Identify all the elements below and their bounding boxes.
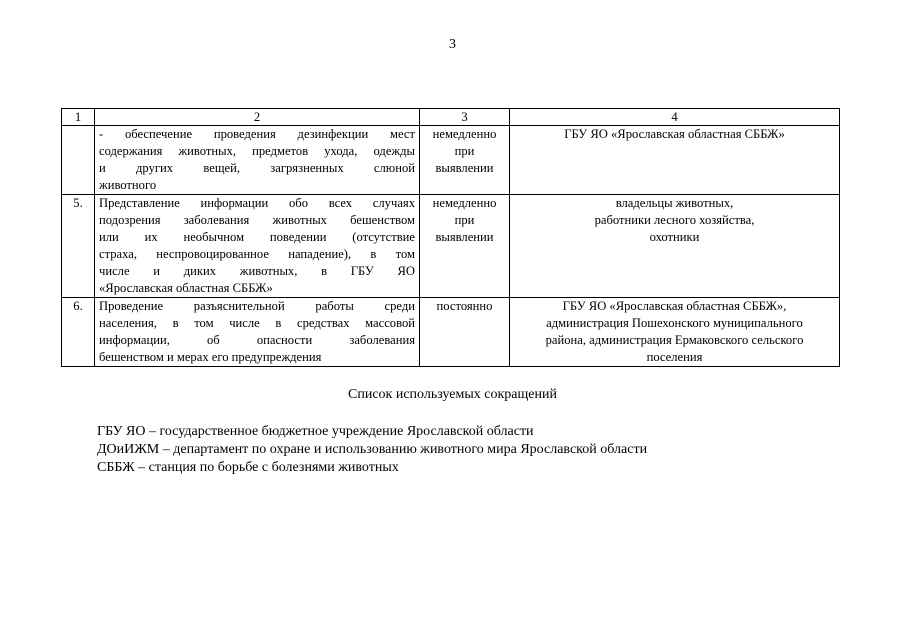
header-cell-2: 2 bbox=[95, 109, 420, 126]
description-line: содержания животных, предметов ухода, одежды bbox=[99, 144, 415, 158]
measure-term bbox=[420, 126, 510, 195]
description-line: Проведение разъяснительной работы среди bbox=[99, 299, 415, 313]
description-line: населения, в том числе в средствах массовой bbox=[99, 316, 415, 330]
measure-description bbox=[95, 126, 420, 195]
description-line: животного bbox=[99, 178, 157, 192]
abbreviation-item: ДОиИЖМ – департамент по охране и использованию животного мира Ярославской области bbox=[97, 442, 648, 457]
row-number: 5. bbox=[62, 195, 95, 298]
measure-description bbox=[95, 298, 420, 367]
responsible-line: администрация Пошехонского муниципального bbox=[546, 316, 803, 330]
responsible-line: поселения bbox=[646, 350, 703, 364]
table-row bbox=[62, 298, 840, 367]
term-line: немедленно bbox=[432, 196, 497, 210]
measure-term bbox=[420, 298, 510, 367]
measure-term bbox=[420, 195, 510, 298]
table-header-row bbox=[62, 109, 840, 126]
measure-description bbox=[95, 195, 420, 298]
description-line: «Ярославская областная СББЖ» bbox=[99, 281, 273, 295]
responsible-line: ГБУ ЯО «Ярославская областная СББЖ» bbox=[564, 127, 785, 141]
term-line: при bbox=[454, 213, 475, 227]
term-line: постоянно bbox=[436, 299, 493, 313]
description-line: бешенством и мерах его предупреждения bbox=[99, 350, 322, 364]
abbreviation-item: ГБУ ЯО – государственное бюджетное учреждение Ярославской области bbox=[97, 424, 534, 439]
description-line: и других вещей, загрязненных слюной bbox=[99, 161, 415, 175]
responsible-line: ГБУ ЯО «Ярославская областная СББЖ», bbox=[562, 299, 787, 313]
term-line: выявлении bbox=[435, 230, 494, 244]
responsible-line: района, администрация Ермаковского сельского bbox=[545, 333, 804, 347]
row-number: 6. bbox=[62, 298, 95, 367]
measure-responsible bbox=[510, 195, 840, 298]
measure-responsible bbox=[510, 126, 840, 195]
abbreviations-list bbox=[97, 423, 857, 477]
description-line: подозрения заболевания животных бешенством bbox=[99, 213, 415, 227]
abbreviation-item: СББЖ – станция по борьбе с болезнями животных bbox=[97, 460, 399, 475]
page-number: 3 bbox=[449, 37, 456, 52]
responsible-line: владельцы животных, bbox=[615, 196, 734, 210]
description-line: или их необычном поведении (отсутствие bbox=[99, 230, 415, 244]
table-row bbox=[62, 126, 840, 195]
responsible-line: охотники bbox=[649, 230, 700, 244]
description-line: - обеспечение проведения дезинфекции мест bbox=[99, 127, 415, 141]
measures-table bbox=[61, 108, 840, 367]
responsible-line: работники лесного хозяйства, bbox=[594, 213, 755, 227]
table-row bbox=[62, 195, 840, 298]
description-line: числе и диких животных, в ГБУ ЯО bbox=[99, 264, 415, 278]
header-cell-1: 1 bbox=[62, 109, 95, 126]
measure-responsible bbox=[510, 298, 840, 367]
header-cell-3: 3 bbox=[420, 109, 510, 126]
header-cell-4: 4 bbox=[510, 109, 840, 126]
description-line: Представление информации обо всех случаях bbox=[99, 196, 415, 210]
term-line: немедленно bbox=[432, 127, 497, 141]
abbreviations-title: Список используемых сокращений bbox=[348, 387, 557, 402]
description-line: страха, неспровоцированное нападение), в том bbox=[99, 247, 415, 261]
row-number bbox=[62, 126, 95, 195]
description-line: информации, об опасности заболевания bbox=[99, 333, 415, 347]
term-line: при bbox=[454, 144, 475, 158]
term-line: выявлении bbox=[435, 161, 494, 175]
